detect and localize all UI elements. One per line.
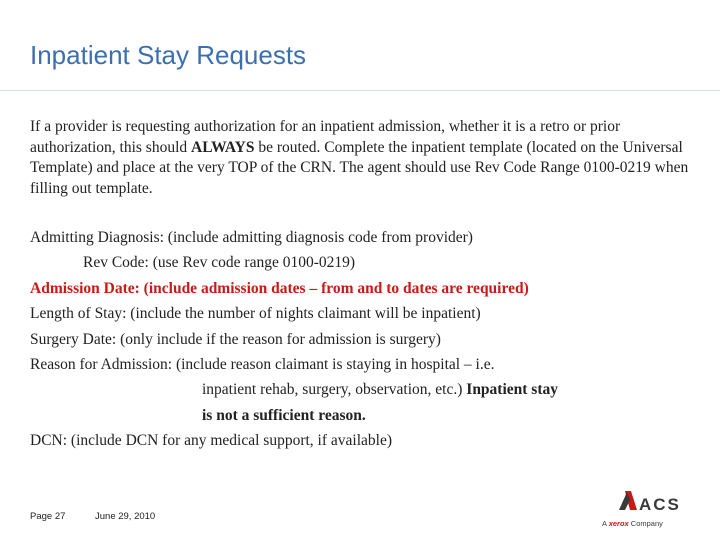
intro-emphasis: ALWAYS [191,138,255,156]
intro-text-1: If a provider is requesting authorization for an inpatient admission, whether it is a retro or prior authorization, this should [30,118,621,156]
footer-page-number: Page 27 [30,511,66,522]
acs-logo-mark [597,488,707,533]
acs-xerox-logo [597,488,707,533]
intro-text-2: be routed. Complete the inpatient template (located on the Universal Template) and place at the very TOP of the CRN. The agent should use Rev Code Range 0100-0219 when filling out template. [30,138,689,197]
page-title: Inpatient Stay Requests [30,40,307,70]
footer-date: June 29, 2010 [95,511,156,522]
logo-tagline [602,519,663,528]
logo-tagline-suffix: Company [628,519,663,528]
logo-tagline-brand: xerox [608,519,629,528]
field-surgery-date: Surgery Date: (only include if the reason for admission is surgery) [30,330,441,348]
reason-emphasis-2: is not a sufficient reason. [202,406,366,424]
field-length-of-stay: Length of Stay: (include the number of nights claimant will be inpatient) [30,305,481,323]
intro-paragraph [30,117,690,199]
field-dcn: DCN: (include DCN for any medical support, if available) [30,432,392,450]
field-admitting-diagnosis: Admitting Diagnosis: (include admitting diagnosis code from provider) [30,229,473,246]
field-rev-code: Rev Code: (use Rev code range 0100-0219) [83,254,356,272]
reason-examples: inpatient rehab, surgery, observation, etc.) [202,381,467,399]
field-admission-date: Admission Date: (include admission dates – from and to dates are required) [30,279,529,297]
title-divider [0,90,720,91]
reason-emphasis-1: Inpatient stay [466,381,559,399]
logo-name: ACS [639,495,681,514]
field-reason-line-2 [30,377,690,402]
field-reason-line-1: Reason for Admission: (include reason claimant is staying in hospital – i.e. [30,356,495,374]
template-fields [30,225,690,454]
logo-tagline-prefix: A [602,519,609,528]
field-reason-line-3 [30,403,690,428]
